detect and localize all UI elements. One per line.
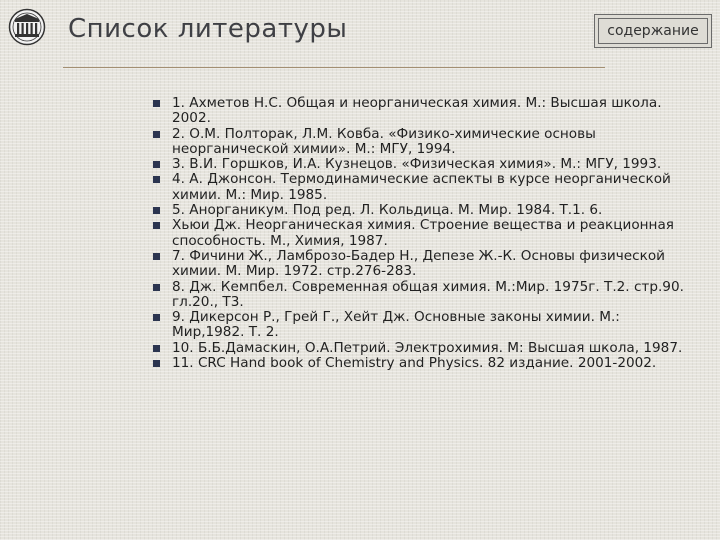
reference-text: 3. В.И. Горшков, И.А. Кузнецов. «Физическая химия». М.: МГУ, 1993. — [172, 156, 662, 173]
reference-text: 1. Ахметов Н.С. Общая и неорганическая химия. М.: Высшая школа. 2002. — [172, 95, 662, 127]
bullet-icon — [153, 314, 160, 321]
reference-list — [150, 96, 695, 371]
bullet-icon — [153, 222, 160, 229]
reference-text: 5. Анорганикум. Под ред. Л. Кольдица. М. Мир. 1984. Т.1. 6. — [172, 202, 603, 219]
reference-text: 8. Дж. Кемпбел. Современная общая химия. М.:Мир. 1975г. Т.2. стр.90. гл.20., Т3. — [172, 278, 684, 310]
bullet-icon — [153, 253, 160, 260]
contents-button-label: содержание — [598, 18, 708, 44]
list-item — [150, 249, 695, 280]
list-item — [150, 127, 695, 158]
contents-button[interactable] — [594, 14, 712, 48]
list-item — [150, 280, 695, 311]
bullet-icon — [153, 345, 160, 352]
list-item — [150, 341, 695, 356]
title-divider — [63, 67, 605, 68]
bullet-icon — [153, 176, 160, 183]
list-item — [150, 356, 695, 371]
reference-text: 7. Фичини Ж., Ламброзо-Бадер Н., Депезе Ж.-К. Основы физической химии. М. Мир. 1972. стр.276-283. — [172, 247, 665, 280]
reference-text: 4. А. Джонсон. Термодинамические аспекты в курсе неорганической химии. М.: Мир. 1985. — [172, 171, 671, 203]
reference-text: 10. Б.Б.Дамаскин, О.А.Петрий. Электрохимия. М: Высшая школа, 1987. — [172, 339, 683, 356]
bullet-icon — [153, 207, 160, 214]
list-item — [150, 218, 695, 249]
reference-text: 2. О.М. Полторак, Л.М. Ковба. «Физико-химические основы неорганической химии». М.: МГУ, 1994. — [172, 125, 596, 157]
reference-text: 11. CRC Hand book of Chemistry and Physics. 82 издание. 2001-2002. — [172, 355, 657, 372]
bullet-icon — [153, 131, 160, 138]
bullet-icon — [153, 284, 160, 291]
university-building-icon — [8, 8, 46, 46]
list-item — [150, 157, 695, 172]
list-item — [150, 203, 695, 218]
list-item — [150, 96, 695, 127]
bullet-icon — [153, 100, 160, 107]
page-title: Список литературы — [68, 14, 348, 44]
reference-text: 9. Дикерсон Р., Грей Г., Хейт Дж. Основные законы химии. М.: Мир,1982. Т. 2. — [172, 309, 620, 341]
reference-text: Хьюи Дж. Неорганическая химия. Строение вещества и реакционная способность. М., Химия, 1987. — [172, 217, 674, 249]
bullet-icon — [153, 360, 160, 367]
bullet-icon — [153, 161, 160, 168]
list-item — [150, 310, 695, 341]
list-item — [150, 172, 695, 203]
